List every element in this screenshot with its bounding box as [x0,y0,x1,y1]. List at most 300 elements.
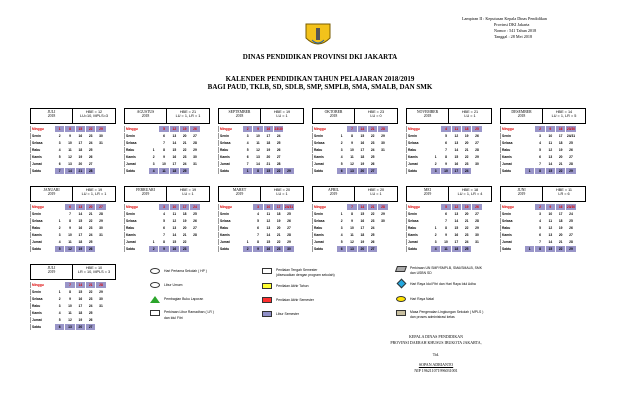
month-year: 2018 [47,114,56,118]
lampiran-line: Provinsi DKI Jakarta [494,22,530,27]
date-cell: 3 [55,232,64,238]
date-cell: 12 [264,218,273,224]
date-cell: 4 [431,246,440,252]
date-cell: 12 [170,126,179,132]
date-cell [483,204,492,210]
date-cell [201,133,210,139]
day-label: Selasa [218,218,242,224]
date-cell: 4 [337,154,346,160]
month-header [30,264,116,280]
date-cell: 13 [170,225,179,231]
grey-parallelogram-icon [395,266,407,272]
day-label: Kamis [312,154,336,160]
day-label: Kamis [30,232,54,238]
date-cell [201,147,210,153]
date-cell: 19 [76,246,85,252]
date-cell: 8 [159,239,168,245]
date-cell [243,211,252,217]
month-header [124,186,210,202]
date-cell: 20 [180,225,189,231]
date-cell [389,161,398,167]
date-cell [107,289,116,295]
date-cell [96,161,105,167]
date-cell: 10 [65,303,74,309]
date-cell: 15 [358,133,367,139]
date-cell [295,218,304,224]
date-cell: 22 [556,168,565,174]
month-name: FEBRUARI [136,188,155,192]
date-cell: 25 [368,154,377,160]
date-cell: 18 [76,239,85,245]
date-cell [389,204,398,210]
date-cell [295,133,304,139]
day-label: Senin [500,211,524,217]
day-label: Rabu [30,303,54,309]
month-year: 2019 [141,192,150,196]
day-label: Kamis [124,154,148,160]
date-cell: 2 [535,204,544,210]
date-cell: 3 [243,133,252,139]
day-label: Kamis [312,232,336,238]
hbe-count: HBE = 23 [367,110,385,114]
day-label: Sabtu [124,168,148,174]
date-cell: 27 [472,211,481,217]
date-cell: 16 [264,246,273,252]
day-label: Rabu [218,147,242,153]
date-cell: 20 [358,168,367,174]
date-cell: 6 [535,232,544,238]
date-cell: 22 [180,239,189,245]
day-label: Minggu [500,204,524,210]
hbe-count: HBE = 19 [273,110,291,114]
date-cell: 23 [86,296,95,302]
date-cell [577,232,586,238]
date-cell [107,324,116,330]
date-cell: 7 [65,211,74,217]
hbe-count: HBE = 21 [461,110,479,114]
date-cell: 15 [76,289,85,295]
date-cell: 27 [86,161,95,167]
date-cell: 29 [378,211,387,217]
day-grid [500,204,586,252]
date-cell: 24 [368,225,377,231]
date-cell: 31 [472,239,481,245]
date-cell: 1 [525,168,534,174]
cross-icon [150,310,160,316]
month-header [406,108,492,124]
date-cell [107,211,116,217]
day-label: Kamis [30,310,54,316]
day-label: Rabu [124,225,148,231]
month-year: 2018 [141,114,150,118]
date-cell [577,211,586,217]
date-cell: 17 [264,133,273,139]
date-cell: 21 [368,204,377,210]
date-cell: 9 [253,126,262,132]
day-grid [218,126,304,174]
date-cell [389,168,398,174]
date-cell [525,161,534,167]
date-cell: 25 [86,239,95,245]
date-cell [525,204,534,210]
date-cell: 26 [284,218,293,224]
date-cell: 12 [546,225,555,231]
date-cell [431,140,440,146]
date-cell: 11 [347,154,356,160]
day-label: Minggu [500,126,524,132]
date-cell: 24 [274,133,283,139]
date-cell: 28 [190,140,199,146]
date-cell [378,161,387,167]
date-cell: 6 [535,154,544,160]
date-cell: 3 [253,204,262,210]
day-label: Selasa [30,140,54,146]
date-cell: 19 [462,204,471,210]
date-cell: 16 [358,140,367,146]
date-cell [389,133,398,139]
date-cell [55,211,64,217]
date-cell: 29 [378,133,387,139]
day-label: Senin [500,133,524,139]
date-cell: 31 [96,232,105,238]
day-label: Senin [30,211,54,217]
date-cell [149,211,158,217]
day-label: Sabtu [312,246,336,252]
date-cell: 23 [462,232,471,238]
date-cell: 12 [347,161,356,167]
date-cell: 22 [274,168,283,174]
date-cell: 10 [170,204,179,210]
date-cell: 19 [180,126,189,132]
date-cell [483,218,492,224]
day-label: Selasa [30,218,54,224]
date-cell: 9 [253,246,262,252]
date-cell: 25 [462,246,471,252]
date-cell: 30 [378,218,387,224]
date-cell: 17 [556,133,565,139]
date-cell: 31 [96,303,105,309]
date-cell: 8 [535,246,544,252]
date-cell: 24 [86,140,95,146]
date-cell [389,154,398,160]
date-cell: 7 [347,204,356,210]
date-cell: 26 [368,161,377,167]
date-cell: 30 [472,161,481,167]
date-cell: 5 [55,246,64,252]
date-cell [107,161,116,167]
date-cell [284,147,293,153]
hbe-count: HBE = 19 [85,188,103,192]
date-cell: 11 [170,211,179,217]
date-cell: 2 [337,140,346,146]
date-cell [431,204,440,210]
date-cell [295,154,304,160]
legend-item: Hari Raya Idul Fitri dan Hari Raya Idul Adha [410,282,476,286]
month-name: JULI [47,266,56,270]
legend-item: Penilaian Akhir Semester [276,298,314,302]
day-label: Kamis [218,154,242,160]
day-grid [30,282,116,330]
purple-box-icon [262,311,272,317]
date-cell: 22 [274,239,283,245]
date-cell: 10 [253,133,262,139]
month-name: NOVEMBER [416,110,439,114]
day-label: Jumat [124,239,148,245]
date-cell: 30 [190,154,199,160]
date-cell [431,147,440,153]
date-cell: 2 [243,246,252,252]
month-year: 2018 [235,114,244,118]
date-cell: 5 [441,204,450,210]
date-cell: 20 [556,154,565,160]
day-label: Jumat [312,161,336,167]
day-label: Senin [30,289,54,295]
date-cell: 17 [170,161,179,167]
white-box-icon [262,268,272,274]
date-cell [525,239,534,245]
day-label: Selasa [312,140,336,146]
date-cell: 10 [546,211,555,217]
date-cell: 17 [76,140,85,146]
date-cell [483,211,492,217]
month-header [500,108,586,124]
day-label: Rabu [312,225,336,231]
date-cell: 18 [462,126,471,132]
date-cell: 6 [441,140,450,146]
date-cell: 11 [65,147,74,153]
lu-count: LU = 1 [276,114,288,118]
month-year: 2019 [47,270,56,274]
date-cell: 24/31 [566,134,576,138]
date-cell: 22 [462,225,471,231]
month-name: APRIL [328,188,339,192]
hbe-count: HBE = 18 [461,188,479,192]
date-cell: 29 [284,239,293,245]
date-cell: 6 [65,204,74,210]
date-cell: 29 [96,289,105,295]
date-cell [201,232,210,238]
date-cell [378,232,387,238]
date-cell: 22 [180,147,189,153]
date-cell: 16 [358,218,367,224]
date-cell: 18 [274,211,283,217]
date-cell: 21 [180,140,189,146]
date-cell: 17 [76,232,85,238]
date-cell: 8 [347,211,356,217]
date-cell: 10 [347,225,356,231]
date-cell [525,232,534,238]
date-cell [295,239,304,245]
day-label: Jumat [312,239,336,245]
date-cell [107,126,116,132]
date-cell [201,239,210,245]
hbe-count: HBE = 10 [85,266,103,270]
day-grid [500,126,586,174]
date-cell [337,204,346,210]
date-cell: 2 [149,246,158,252]
date-cell: 8 [65,289,74,295]
date-cell: 28 [190,232,199,238]
day-label: Jumat [30,161,54,167]
day-label: Jumat [30,239,54,245]
month-header [500,186,586,202]
lu-count: LU = 1 [276,192,288,196]
date-cell: 20 [358,246,367,252]
date-cell [483,154,492,160]
date-cell: 8 [253,168,262,174]
date-cell: 5 [535,147,544,153]
date-cell: 19 [556,225,565,231]
date-cell: 11 [546,218,555,224]
day-label: Senin [218,133,242,139]
day-grid [30,204,116,252]
date-cell [201,126,210,132]
date-cell: 4 [535,218,544,224]
day-label: Rabu [500,225,524,231]
date-cell [295,126,304,132]
date-cell [577,204,586,210]
date-cell [577,140,586,146]
hbe-count: HBE = 20 [273,188,291,192]
date-cell: 1 [337,211,346,217]
day-label: Senin [124,133,148,139]
date-cell [295,232,304,238]
date-cell: 23 [274,246,283,252]
date-cell: 14 [358,204,367,210]
month-year: 2019 [329,192,338,196]
date-cell: 4 [535,140,544,146]
month-header [218,108,304,124]
day-label: Selasa [500,140,524,146]
day-label: Minggu [124,204,148,210]
date-cell: 23/30 [566,205,576,209]
date-cell: 28 [96,211,105,217]
date-cell: 18 [180,211,189,217]
date-cell: 9 [546,204,555,210]
date-cell: 9 [65,225,74,231]
date-cell: 10 [264,204,273,210]
date-cell: 15 [170,147,179,153]
date-cell: 1 [149,239,158,245]
month-header [30,108,116,124]
day-label: Sabtu [218,168,242,174]
date-cell: 29 [472,225,481,231]
date-cell [483,232,492,238]
lu-count: LR = 6 [558,192,570,196]
date-cell: 15 [76,126,85,132]
date-cell [149,133,158,139]
date-cell: 19 [358,161,367,167]
lampiran-line: Lampiran II : Keputusan Kepala Dinas Pendidikan [462,16,547,21]
date-cell: 19 [274,218,283,224]
day-label: Minggu [218,204,242,210]
date-cell [107,204,116,210]
month-year: 2019 [423,192,432,196]
date-cell [389,239,398,245]
date-cell: 28 [378,126,387,132]
date-cell: 17 [180,204,189,210]
date-cell [107,133,116,139]
legend-item: dan proses administrasi kelas [410,315,455,319]
red-box-icon [262,297,272,303]
date-cell: 2 [55,296,64,302]
date-cell: 22 [86,218,95,224]
sig-line: KEPALA DINAS PENDIDIKAN [408,334,464,339]
lampiran-block [462,16,547,40]
day-label: Senin [406,133,430,139]
day-label: Selasa [312,218,336,224]
date-cell [107,303,116,309]
date-cell: 26 [274,147,283,153]
date-cell: 14 [170,140,179,146]
date-cell: 11 [264,211,273,217]
date-cell [483,147,492,153]
month-name: MARET [232,188,247,192]
date-cell: 12 [253,147,262,153]
date-cell: 22 [556,246,565,252]
date-cell: 28 [274,161,283,167]
date-cell: 28 [566,161,575,167]
date-cell: 25 [86,310,95,316]
date-cell: 14 [452,218,461,224]
date-cell: 25 [472,126,481,132]
date-cell: 12 [347,239,356,245]
date-cell: 18 [358,232,367,238]
day-label: Selasa [500,218,524,224]
day-label: Jumat [406,161,430,167]
month-calendar [124,186,210,252]
date-cell: 20 [264,154,273,160]
date-cell: 17 [556,211,565,217]
day-grid [218,204,304,252]
date-cell: 6 [55,161,64,167]
lampiran-line: Nomor : 541 Tahun 2018 [494,28,537,33]
date-cell [284,140,293,146]
date-cell [96,154,105,160]
date-cell [96,310,105,316]
date-cell: 10 [546,133,555,139]
date-cell: 5 [253,218,262,224]
date-cell: 13 [546,154,555,160]
date-cell: 19 [358,239,367,245]
date-cell [525,147,534,153]
date-cell: 25 [86,147,95,153]
date-cell [431,133,440,139]
date-cell: 26 [86,317,95,323]
date-cell: 28 [284,232,293,238]
date-cell: 25 [566,140,575,146]
date-cell: 2 [431,161,440,167]
date-cell: 24 [180,161,189,167]
title-jenjang: BAGI PAUD, TKLB, SD, SDLB, SMP, SMPLB, SMA, SMALB, DAN SMK [207,83,433,91]
date-cell: 15 [452,154,461,160]
date-cell [378,168,387,174]
date-cell: 28 [566,239,575,245]
date-cell: 30 [472,232,481,238]
day-label: Senin [312,211,336,217]
date-cell: 18 [76,147,85,153]
date-cell: 16 [170,154,179,160]
date-cell: 22 [86,126,95,132]
hbe-count: HBE = 11 [555,188,573,192]
date-cell: 23 [86,225,95,231]
day-label: Kamis [406,232,430,238]
date-cell: 31 [96,140,105,146]
circle-icon [150,282,160,288]
date-cell: 1 [243,168,252,174]
date-cell: 3 [535,211,544,217]
date-cell [577,126,586,132]
